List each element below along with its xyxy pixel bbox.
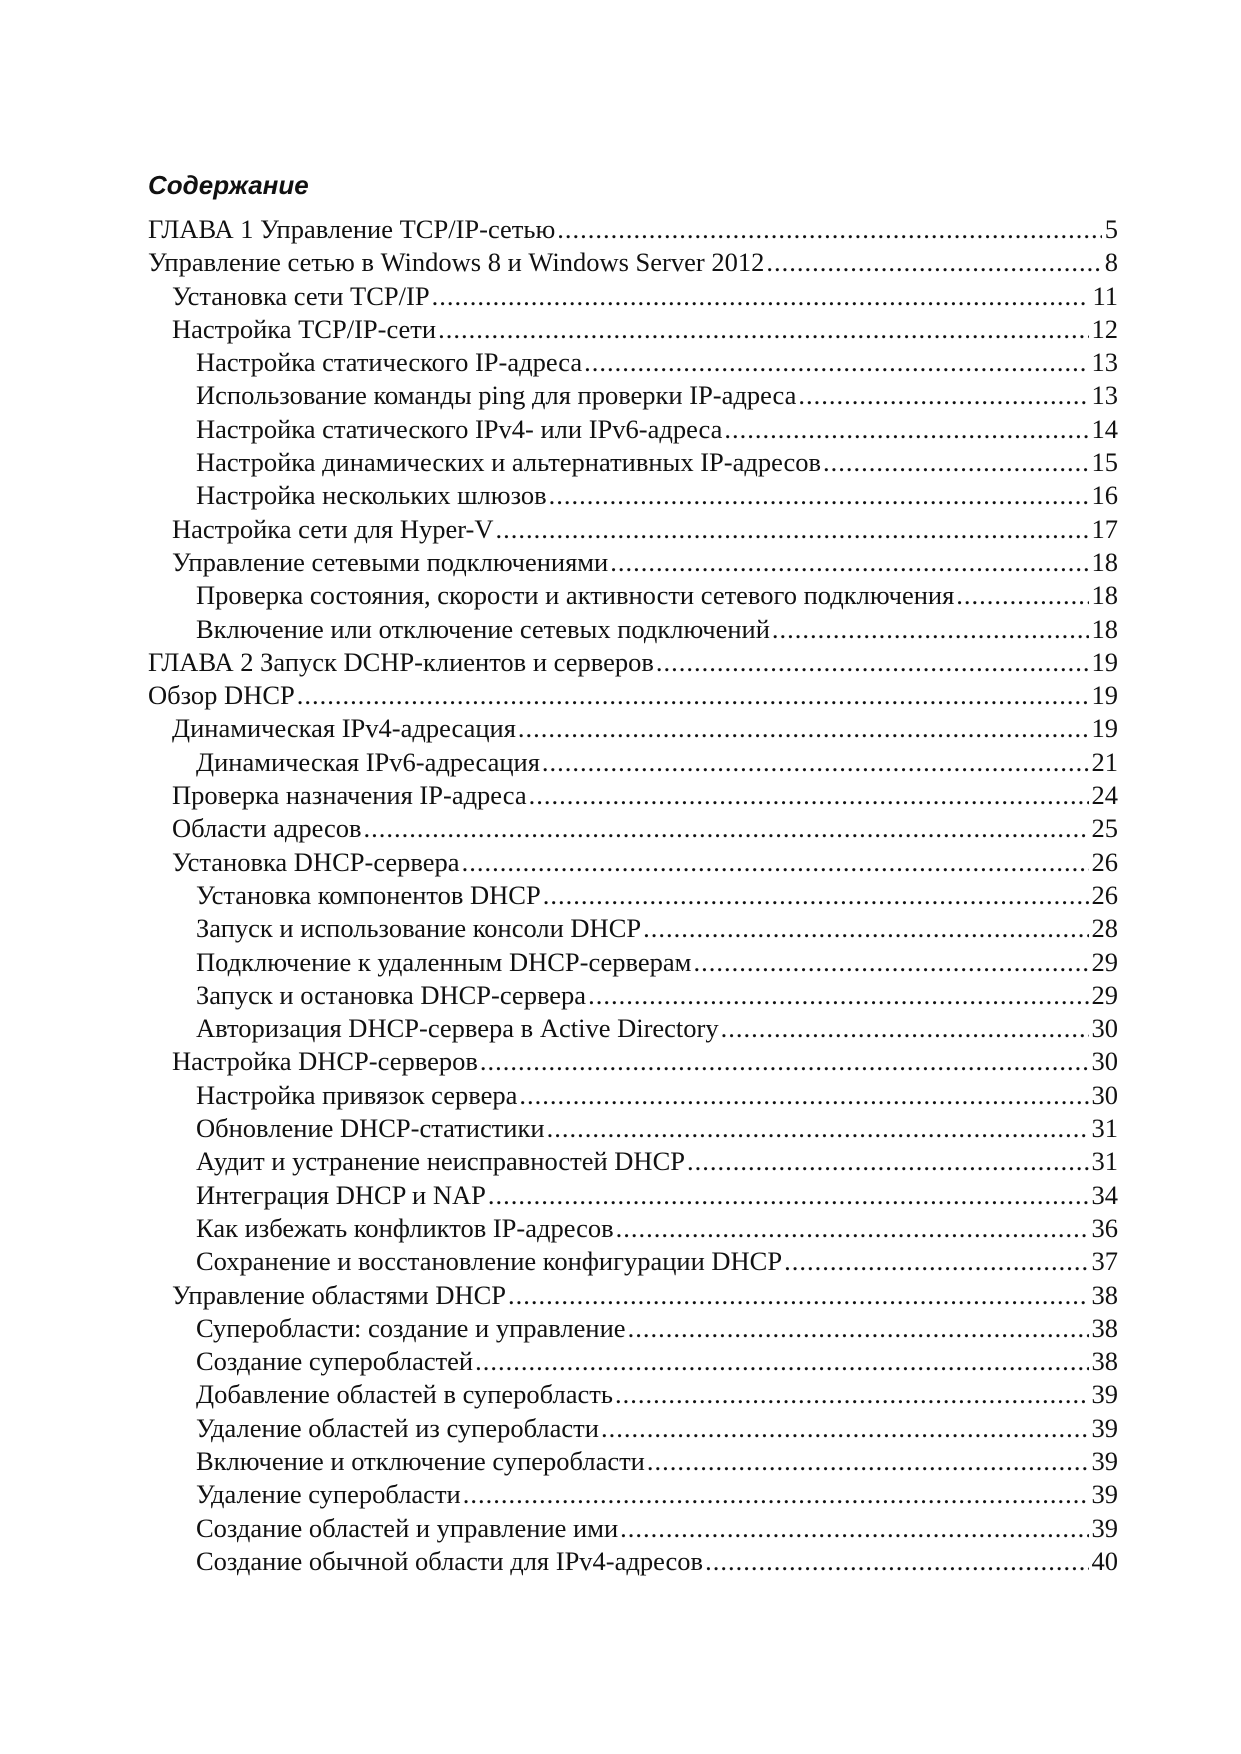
toc-entry-label: Настройка сети для Hyper-V [172, 513, 494, 544]
toc-entry [148, 579, 1118, 612]
toc-entry-page-number: 39 [1091, 1445, 1118, 1476]
toc-dot-leader [647, 1445, 1089, 1478]
toc-entry-page-number: 8 [1104, 247, 1118, 278]
toc-entry [148, 413, 1118, 446]
toc-entry-page-number: 16 [1091, 480, 1118, 511]
toc-entry [148, 746, 1118, 779]
toc-dot-leader [549, 479, 1089, 512]
toc-dot-leader [462, 846, 1089, 879]
toc-entry-label: Управление сетью в Windows 8 и Windows Server 2012 [148, 247, 765, 278]
toc-entry [148, 1445, 1118, 1478]
toc-entry [148, 613, 1118, 646]
toc-entry-page-number: 14 [1091, 413, 1118, 444]
toc-entry [148, 246, 1118, 279]
toc-entry-page-number: 17 [1091, 513, 1118, 544]
toc-dot-leader [588, 979, 1088, 1012]
toc-dot-leader [766, 246, 1101, 279]
toc-entry [148, 1112, 1118, 1145]
toc-entry-label: Настройка привязок сервера [196, 1079, 518, 1110]
toc-entry-label: Установка сети TCP/IP [172, 280, 430, 311]
toc-entry [148, 546, 1118, 579]
toc-entry-label: Управление областями DHCP [172, 1279, 507, 1310]
toc-entry [148, 779, 1118, 812]
toc-entry-page-number: 26 [1091, 846, 1118, 877]
toc-entry-label: Авторизация DHCP-сервера в Active Directory [196, 1013, 719, 1044]
toc-entry-page-number: 26 [1091, 879, 1118, 910]
toc-entry-page-number: 12 [1091, 313, 1118, 344]
toc-dot-leader [628, 1312, 1089, 1345]
toc-entry-label: Настройка нескольких шлюзов [196, 480, 547, 511]
toc-entry [148, 1079, 1118, 1112]
toc-entry [148, 1378, 1118, 1411]
toc-dot-leader [463, 1478, 1089, 1511]
toc-entry-label: Проверка состояния, скорости и активности сетевого подключения [196, 580, 955, 611]
toc-entry-page-number: 5 [1104, 214, 1118, 244]
toc-entry [148, 446, 1118, 479]
toc-entry-label: Настройка статического IPv4- или IPv6-адреса [196, 413, 723, 444]
toc-entry-label: Проверка назначения IP-адреса [172, 780, 527, 811]
toc-entry-page-number: 38 [1091, 1312, 1118, 1343]
toc-entry-page-number: 37 [1091, 1246, 1118, 1277]
toc-entry-page-number: 40 [1091, 1545, 1118, 1576]
toc-entry-page-number: 36 [1091, 1212, 1118, 1243]
toc-dot-leader [496, 513, 1089, 546]
toc-entry-page-number: 29 [1091, 979, 1118, 1010]
toc-entry-label: Запуск и использование консоли DHCP [196, 913, 642, 944]
toc-entry [148, 679, 1118, 712]
toc-entry-page-number: 39 [1091, 1512, 1118, 1543]
toc-dot-leader [721, 1012, 1089, 1045]
toc-dot-leader [529, 779, 1089, 812]
toc-dot-leader [547, 1112, 1089, 1145]
toc-entry-page-number: 39 [1091, 1412, 1118, 1443]
toc-entry-label: Аудит и устранение неисправностей DHCP [196, 1146, 685, 1177]
toc-entry-page-number: 30 [1091, 1013, 1118, 1044]
toc-entry-label: Использование команды ping для проверки IP-адреса [196, 380, 797, 411]
toc-dot-leader [705, 1545, 1088, 1578]
toc-dot-leader [557, 213, 1101, 246]
toc-entry-label: Создание областей и управление ими [196, 1512, 619, 1543]
toc-list [148, 213, 1118, 1578]
toc-entry [148, 379, 1118, 412]
toc-entry [148, 1478, 1118, 1511]
toc-entry-label: Интеграция DHCP и NAP [196, 1179, 486, 1210]
toc-entry [148, 812, 1118, 845]
toc-entry [148, 1412, 1118, 1445]
toc-entry-page-number: 19 [1091, 680, 1118, 711]
toc-entry-page-number: 38 [1091, 1346, 1118, 1377]
toc-entry-label: Как избежать конфликтов IP-адресов [196, 1212, 614, 1243]
toc-dot-leader [480, 1045, 1089, 1078]
toc-entry [148, 1512, 1118, 1545]
toc-entry-page-number: 39 [1091, 1379, 1118, 1410]
toc-entry [148, 1212, 1118, 1245]
toc-entry-page-number: 31 [1091, 1113, 1118, 1144]
toc-entry-label: Управление сетевыми подключениями [172, 546, 609, 577]
toc-entry-label: Запуск и остановка DHCP-сервера [196, 979, 587, 1010]
toc-entry-page-number: 21 [1091, 746, 1118, 777]
toc-entry-label: Добавление областей в суперобласть [196, 1379, 613, 1410]
toc-entry [148, 979, 1118, 1012]
toc-dot-leader [508, 1279, 1088, 1312]
toc-title: Содержание [148, 170, 309, 200]
toc-entry-page-number: 29 [1091, 946, 1118, 977]
toc-entry [148, 646, 1118, 679]
toc-entry-label: Суперобласти: создание и управление [196, 1312, 626, 1343]
toc-entry-label: Установка компонентов DHCP [196, 879, 541, 910]
toc-entry-page-number: 31 [1091, 1146, 1118, 1177]
toc-entry-page-number: 18 [1091, 546, 1118, 577]
toc-entry-label: Настройка TCP/IP-сети [172, 313, 437, 344]
toc-entry-label: Установка DHCP-сервера [172, 846, 460, 877]
toc-entry [148, 846, 1118, 879]
toc-entry-page-number: 39 [1091, 1479, 1118, 1510]
toc-entry [148, 1145, 1118, 1178]
toc-entry [148, 513, 1118, 546]
toc-entry [148, 1045, 1118, 1078]
toc-entry-label: Сохранение и восстановление конфигурации DHCP [196, 1246, 783, 1277]
toc-dot-leader [643, 912, 1088, 945]
toc-entry-page-number: 30 [1091, 1079, 1118, 1110]
toc-entry [148, 712, 1118, 745]
toc-entry-label: Динамическая IPv6-адресация [196, 746, 540, 777]
toc-entry-page-number: 19 [1091, 713, 1118, 744]
toc-entry [148, 912, 1118, 945]
toc-entry-page-number: 25 [1091, 813, 1118, 844]
toc-entry-label: Настройка DHCP-серверов [172, 1046, 478, 1077]
toc-entry [148, 1312, 1118, 1345]
toc-entry [148, 1245, 1118, 1278]
toc-entry-label: Обзор DHCP [148, 680, 295, 711]
toc-dot-leader [772, 613, 1089, 646]
toc-entry-label: Удаление суперобласти [196, 1479, 461, 1510]
toc-entry-page-number: 24 [1091, 780, 1118, 811]
toc-dot-leader [784, 1245, 1088, 1278]
toc-entry-label: Настройка статического IP-адреса [196, 347, 583, 378]
toc-entry-label: Динамическая IPv4-адресация [172, 713, 516, 744]
toc-entry-label: Включение и отключение суперобласти [196, 1445, 645, 1476]
toc-dot-leader [519, 1079, 1088, 1112]
toc-entry [148, 1012, 1118, 1045]
toc-entry-label: Включение или отключение сетевых подключений [196, 613, 770, 644]
toc-entry [148, 213, 1118, 246]
toc-entry-page-number: 18 [1091, 580, 1118, 611]
toc-dot-leader [297, 679, 1089, 712]
toc-dot-leader [438, 313, 1088, 346]
toc-entry-label: Настройка динамических и альтернативных IP-адресов [196, 447, 822, 478]
toc-dot-leader [542, 746, 1089, 779]
toc-dot-leader [693, 946, 1088, 979]
toc-entry [148, 280, 1118, 313]
toc-entry [148, 1345, 1118, 1378]
toc-dot-leader [615, 1378, 1089, 1411]
toc-entry-label: Области адресов [172, 813, 362, 844]
toc-entry [148, 1179, 1118, 1212]
toc-entry-page-number: 13 [1091, 347, 1118, 378]
toc-entry-label: Обновление DHCP-статистики [196, 1113, 545, 1144]
toc-dot-leader [518, 712, 1089, 745]
toc-dot-leader [687, 1145, 1089, 1178]
toc-dot-leader [475, 1345, 1088, 1378]
toc-dot-leader [432, 280, 1090, 313]
toc-entry-label: Подключение к удаленным DHCP-серверам [196, 946, 692, 977]
toc-dot-leader [724, 413, 1088, 446]
toc-entry-page-number: 34 [1091, 1179, 1118, 1210]
toc-entry-label: Создание суперобластей [196, 1346, 474, 1377]
toc-dot-leader [798, 379, 1088, 412]
toc-dot-leader [956, 579, 1088, 612]
toc-entry-page-number: 38 [1091, 1279, 1118, 1310]
toc-entry-page-number: 30 [1091, 1046, 1118, 1077]
toc-dot-leader [610, 546, 1088, 579]
toc-entry [148, 346, 1118, 379]
toc-dot-leader [488, 1179, 1089, 1212]
toc-entry-page-number: 19 [1091, 646, 1118, 677]
toc-dot-leader [543, 879, 1089, 912]
toc-entry-label: ГЛАВА 1 Управление TCP/IP-сетью [148, 214, 556, 244]
toc-dot-leader [620, 1512, 1088, 1545]
toc-entry-label: Создание обычной области для IPv4-адресов [196, 1545, 704, 1576]
toc-entry [148, 479, 1118, 512]
toc-entry-page-number: 15 [1091, 447, 1118, 478]
toc-entry-label: Удаление областей из суперобласти [196, 1412, 599, 1443]
toc-entry [148, 1279, 1118, 1312]
toc-entry [148, 946, 1118, 979]
toc-entry-page-number: 28 [1091, 913, 1118, 944]
toc-entry [148, 313, 1118, 346]
toc-entry [148, 1545, 1118, 1578]
toc-entry-page-number: 11 [1092, 280, 1118, 311]
toc-entry-page-number: 18 [1091, 613, 1118, 644]
toc-dot-leader [656, 646, 1089, 679]
toc-entry-label: ГЛАВА 2 Запуск DCHP-клиентов и серверов [148, 646, 654, 677]
toc-dot-leader [364, 812, 1089, 845]
toc-entry [148, 879, 1118, 912]
toc-entry-page-number: 13 [1091, 380, 1118, 411]
toc-dot-leader [584, 346, 1088, 379]
toc-dot-leader [823, 446, 1088, 479]
toc-dot-leader [601, 1412, 1089, 1445]
toc-dot-leader [616, 1212, 1089, 1245]
